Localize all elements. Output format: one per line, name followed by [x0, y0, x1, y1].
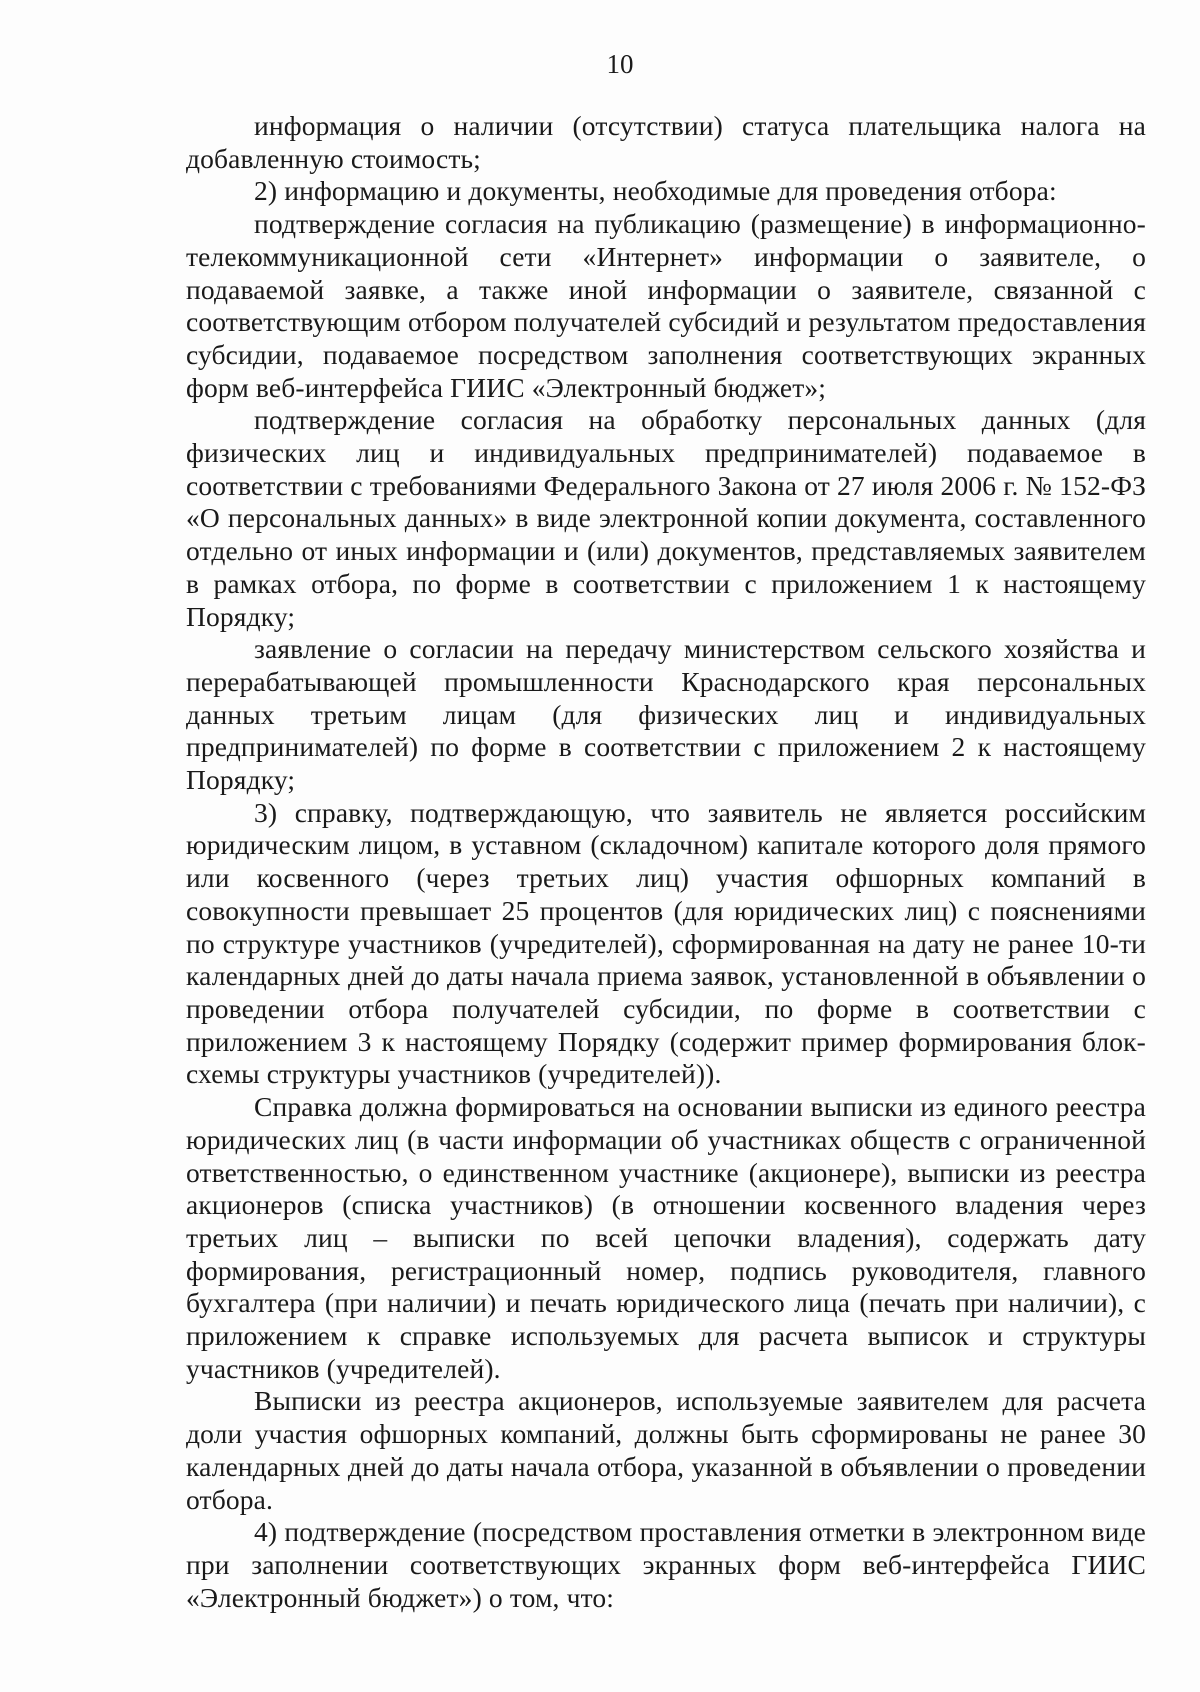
- paragraph-shareholder-extracts: Выписки из реестра акционеров, используемые заявителем для расчета доли участия офшорных компаний, должны быть сформированы не ранее 30 календарных дней до даты начала отбора, указанной в объявлении о проведении отбора.: [186, 1385, 1146, 1515]
- paragraph-item-2-heading: 2) информацию и документы, необходимые для проведения отбора:: [254, 175, 1057, 207]
- paragraph-item-4-confirmation: 4) подтверждение (посредством проставления отметки в электронном виде при заполнении соответствующих экранных форм веб-интерфейса ГИИС «Электронный бюджет») о том, что:: [186, 1516, 1146, 1613]
- paragraph-personal-data-consent: подтверждение согласия на обработку персональных данных (для физических лиц и индивидуальных предпринимателей) подаваемое в соответствии с требованиями Федерального Закона от 27 июля 2006 г. № 152-ФЗ «О персональных данных» в виде электронной копии документа, составленного отдельно от иных информации и (или) документов, представляемых заявителем в рамках отбора, по форме в соответствии с приложением 1 к настоящему Порядку;: [186, 404, 1146, 632]
- paragraph-item-3-offshore-certificate: 3) справку, подтверждающую, что заявитель не является российским юридическим лицом, в уставном (складочном) капитале которого доля прямого или косвенного (через третьих лиц) участия офшорных компаний в совокупности превышает 25 процентов (для юридических лиц) с пояснениями по структуре участников (учредителей), сформированная на дату не ранее 10-ти календарных дней до даты начала приема заявок, установленной в объявлении о проведении отбора получателей субсидии, по форме в соответствии с приложением 3 к настоящему Порядку (содержит пример формирования блок-схемы структуры участников (учредителей)).: [186, 796, 1146, 1090]
- page-number: 10: [606, 49, 634, 79]
- paragraph-certificate-requirements: Справка должна формироваться на основании выписки из единого реестра юридических лиц (в части информации об участниках обществ с ограниченной ответственностью, о единственном участнике (акционере), выписки из реестра акционеров (списка участников) (в отношении косвенного владения через третьих лиц – выписки по всей цепочки владения), содержать дату формирования, регистрационный номер, подпись руководителя, главного бухгалтера (при наличии) и печать юридического лица (печать при наличии), с приложением к справке используемых для расчета выписок и структуры участников (учредителей).: [186, 1091, 1146, 1384]
- paragraph-vat-status: информация о наличии (отсутствии) статуса плательщика налога на добавленную стоимость;: [186, 110, 1146, 174]
- document-body: [186, 110, 1146, 1614]
- paragraph-publication-consent: подтверждение согласия на публикацию (размещение) в информационно-телекоммуникационной сети «Интернет» информации о заявителе, о подаваемой заявке, а также иной информации о заявителе, связанной с соответствующим отбором получателей субсидий и результатом предоставления субсидии, подаваемое посредством заполнения соответствующих экранных форм веб-интерфейса ГИИС «Электронный бюджет»;: [186, 208, 1146, 403]
- paragraph-transfer-consent: заявление о согласии на передачу министерством сельского хозяйства и перерабатывающей промышленности Краснодарского края персональных данных третьим лицам (для физических лиц и индивидуальных предпринимателей) по форме в соответствии с приложением 2 к настоящему Порядку;: [186, 633, 1146, 796]
